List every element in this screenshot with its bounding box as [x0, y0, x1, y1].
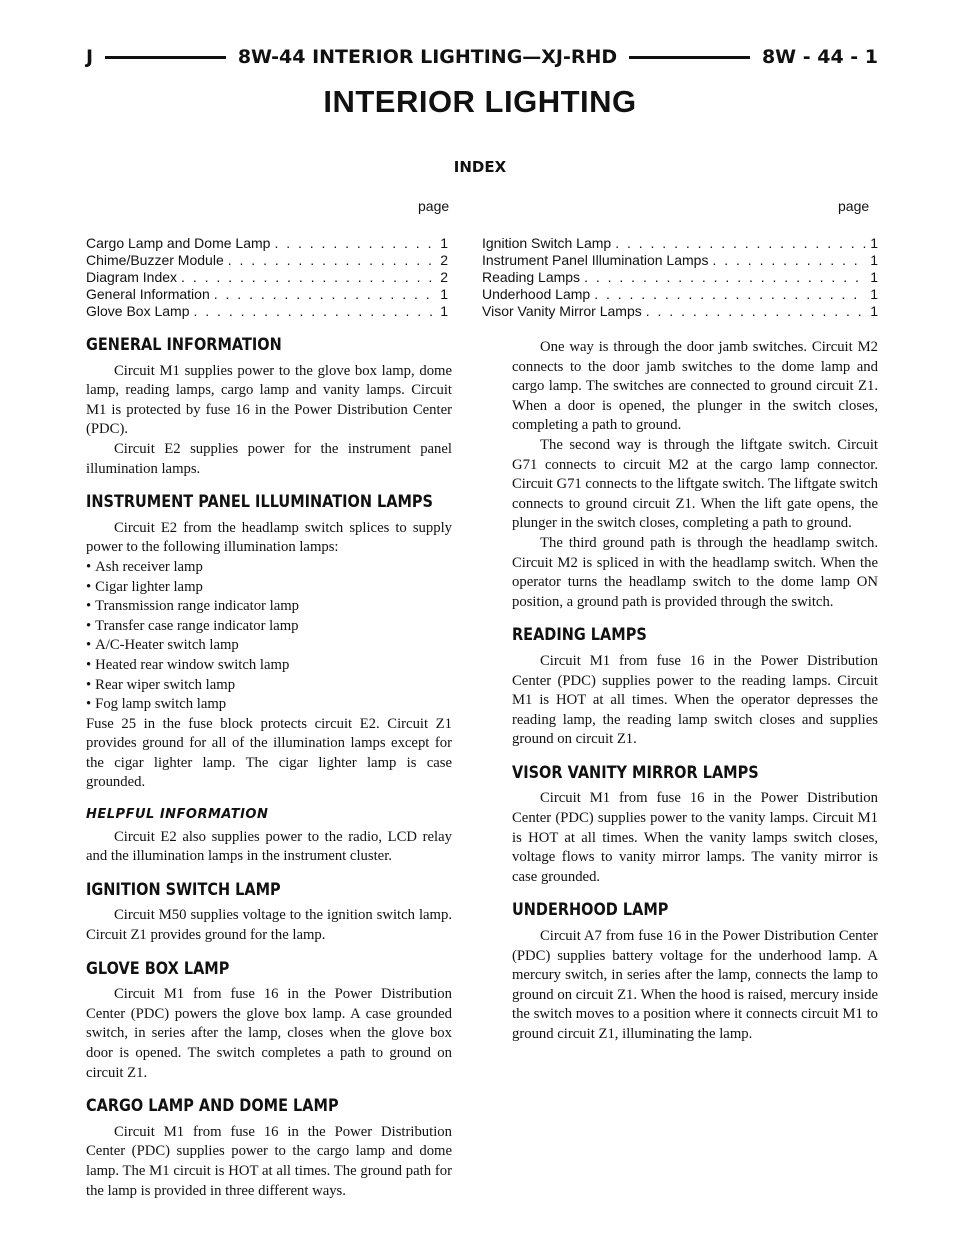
list-item: • Fog lamp switch lamp: [86, 695, 452, 715]
header-rule-left: [105, 56, 226, 59]
list-item: • A/C-Heater switch lamp: [86, 636, 452, 656]
list-item: • Ash receiver lamp: [86, 558, 452, 578]
header-left: J: [86, 46, 94, 68]
heading-reading-lamps: READING LAMPS: [512, 626, 647, 645]
paragraph: Circuit M1 from fuse 16 in the Power Distribution Center (PDC) supplies power to the vanity lamps. Circuit M1 is HOT at all times. When the vanity lamps switch closes, voltage flows to vanity mirror lamps. The vanity mirror is case grounded.: [512, 790, 878, 885]
heading-visor-vanity-mirror-lamps: VISOR VANITY MIRROR LAMPS: [512, 764, 759, 783]
paragraph: Fuse 25 in the fuse block protects circuit E2. Circuit Z1 provides ground for all of the illumination lamps except for the cigar lighter lamp. The cigar lighter lamp is case grounded.: [86, 715, 452, 791]
paragraph: Circuit M1 from fuse 16 in the Power Distribution Center (PDC) supplies power to the cargo lamp and dome lamp. The M1 circuit is HOT at all times. The ground path for the lamp is provided in three different ways.: [86, 1123, 452, 1199]
paragraph: The second way is through the liftgate switch. Circuit G71 connects to circuit M2 at the cargo lamp connector. Circuit G71 connects to the liftgate switch. The liftgate switch connects to ground circuit Z1. When the lift gate opens, the plunger in the switch closes, completing a path to ground.: [512, 436, 879, 532]
paragraph: Circuit E2 from the headlamp switch splices to supply power to the following illumination lamps:: [86, 519, 452, 556]
list-item: • Transfer case range indicator lamp: [86, 617, 452, 637]
running-header: [86, 42, 878, 72]
heading-underhood-lamp: UNDERHOOD LAMP: [512, 901, 669, 921]
index-entry[interactable]: Visor Vanity Mirror Lamps . . . 1: [482, 303, 878, 320]
index-list-left: [86, 235, 448, 320]
paragraph: Circuit M1 from fuse 16 in the Power Distribution Center (PDC) powers the glove box lamp. A case grounded switch, in series after the lamp, closes when the glove box door is opened. The switch completes a path to ground on circuit Z1.: [86, 986, 452, 1081]
heading-ignition-switch-lamp: IGNITION SWITCH LAMP: [86, 881, 281, 900]
index-entry[interactable]: Glove Box Lamp . . . 1: [86, 303, 448, 320]
paragraph: Circuit M50 supplies voltage to the ignition switch lamp. Circuit Z1 provides ground for the lamp.: [86, 907, 452, 944]
heading-cargo-dome-lamp: CARGO LAMP AND DOME LAMP: [86, 1097, 339, 1116]
heading-general-information: GENERAL INFORMATION: [86, 336, 282, 355]
header-right: 8W - 44 - 1: [761, 46, 879, 68]
paragraph: Circuit M1 supplies power to the glove box lamp, dome lamp, reading lamps, cargo lamp and vanity lamps. Circuit M1 is protected by fuse 16 in the Power Distribution Center (PDC).: [86, 362, 452, 438]
heading-glove-box-lamp: GLOVE BOX LAMP: [86, 959, 230, 979]
index-entry[interactable]: General Information . . . 1: [86, 286, 448, 303]
paragraph: Circuit A7 from fuse 16 in the Power Distribution Center (PDC) supplies battery voltage for the underhood lamp. A mercury switch, in series after the lamp, connects the lamp to ground on circuit Z1. When the hood is raised, mercury inside the switch moves to a position where it connects circuit M1 to ground circuit Z1, illuminating the lamp.: [512, 928, 878, 1042]
header-rule-right: [629, 56, 750, 59]
index-entry[interactable]: Ignition Switch Lamp . . . 1: [482, 235, 878, 252]
body-column-right: [512, 338, 878, 1045]
index-list-right: [482, 235, 878, 320]
lamp-bullet-list: [86, 558, 452, 715]
list-item: • Cigar lighter lamp: [86, 578, 452, 598]
list-item: • Rear wiper switch lamp: [86, 676, 452, 696]
list-item: • Transmission range indicator lamp: [86, 597, 452, 617]
heading-helpful-information: HELPFUL INFORMATION: [86, 807, 269, 823]
paragraph: Circuit E2 supplies power for the instrument panel illumination lamps.: [86, 440, 452, 477]
index-entry[interactable]: Cargo Lamp and Dome Lamp . . . 1: [86, 235, 448, 252]
paragraph: Circuit M1 from fuse 16 in the Power Distribution Center (PDC) supplies power to the reading lamps. Circuit M1 is HOT at all times. When the operator depresses the reading lamp, the reading lamp switch closes and supplies ground on circuit Z1.: [512, 652, 878, 748]
paragraph: One way is through the door jamb switches. Circuit M2 connects to the door jamb switches to the dome lamp and cargo lamp. The switches are connected to ground circuit Z1. When a door is opened, the plunger in the switch closes, completing a path to ground.: [512, 339, 878, 434]
index-title: INDEX: [453, 158, 507, 176]
header-center: 8W-44 INTERIOR LIGHTING—XJ-RHD: [237, 46, 618, 68]
paragraph: Circuit E2 also supplies power to the radio, LCD relay and the illumination lamps in the instrument cluster.: [86, 828, 452, 865]
index-entry[interactable]: Reading Lamps . . . 1: [482, 269, 878, 286]
index-entry[interactable]: Instrument Panel Illumination Lamps . . . 1: [482, 252, 878, 269]
page-title: INTERIOR LIGHTING: [323, 84, 637, 119]
paragraph: The third ground path is through the headlamp switch. Circuit M2 is spliced in with the headlamp switch. When the operator turns the headlamp switch to the dome lamp ON position, a ground path is provided through the switch.: [512, 534, 878, 610]
index-entry[interactable]: Diagram Index . . . 2: [86, 269, 448, 286]
index-page-label-right: page: [838, 198, 870, 214]
index-entry[interactable]: Chime/Buzzer Module . . . 2: [86, 252, 448, 269]
index-entry[interactable]: Underhood Lamp . . . 1: [482, 286, 878, 303]
index-page-label-left: page: [418, 198, 450, 214]
body-column-left: [86, 338, 452, 1201]
list-item: • Heated rear window switch lamp: [86, 656, 452, 676]
heading-instrument-panel-illumination: INSTRUMENT PANEL ILLUMINATION LAMPS: [86, 493, 434, 512]
